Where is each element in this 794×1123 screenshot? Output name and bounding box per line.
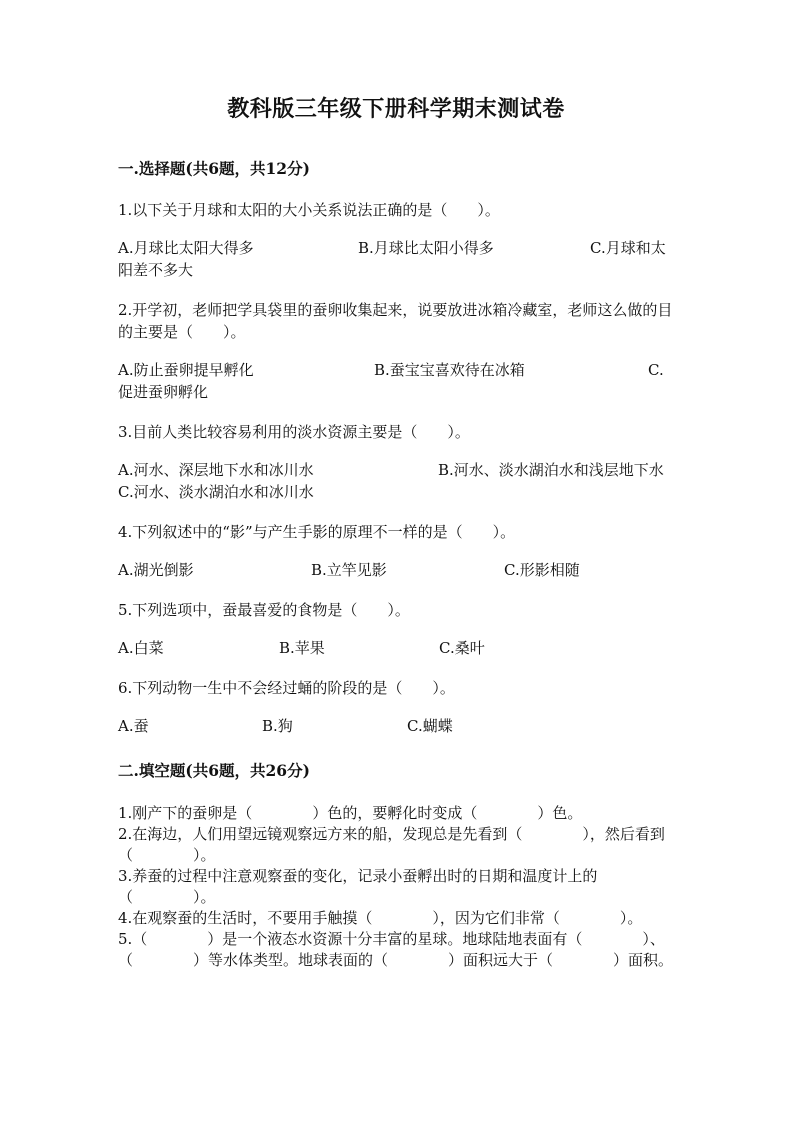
option-c: C.月球和太阳差不多大 (118, 239, 666, 279)
option-b: B.立竿见影 (311, 561, 387, 579)
option-a: A.湖光倒影 (118, 561, 194, 579)
option-a: A.防止蚕卵提早孵化 (118, 361, 254, 379)
option-c: C.促进蚕卵孵化 (118, 361, 664, 401)
fill-item-2: 2.在海边，人们用望远镜观察远方来的船，发现总是先看到（ ），然后看到（ ）。 (118, 825, 665, 864)
option-a: A.月球比太阳大得多 (118, 239, 254, 257)
fill-item-4: 4.在观察蚕的生活时，不要用手触摸（ ），因为它们非常（ ）。 (118, 909, 643, 927)
options-5 (118, 637, 674, 659)
page-title: 教科版三年级下册科学期末测试卷 (227, 96, 565, 122)
options-4 (118, 559, 674, 581)
option-a: A.白菜 (118, 639, 164, 657)
option-c: C.桑叶 (439, 639, 485, 657)
question-3: 3.目前人类比较容易利用的淡水资源主要是（ ）。 (118, 423, 470, 441)
fill-item-3: 3.养蚕的过程中注意观察蚕的变化，记录小蚕孵出时的日期和温度计上的（ ）。 (118, 867, 598, 906)
option-b: B.河水、淡水湖泊水和浅层地下水 (438, 461, 664, 479)
option-b: B.狗 (262, 717, 293, 735)
option-b: B.蚕宝宝喜欢待在冰箱 (374, 361, 525, 379)
question-1: 1.以下关于月球和太阳的大小关系说法正确的是（ ）。 (118, 201, 500, 219)
fill-item-1: 1.刚产下的蚕卵是（ ）色的，要孵化时变成（ ）色。 (118, 804, 583, 822)
options-2 (118, 359, 674, 403)
question-6: 6.下列动物一生中不会经过蛹的阶段的是（ ）。 (118, 679, 455, 697)
options-3 (118, 459, 674, 503)
option-b: B.月球比太阳小得多 (358, 239, 494, 257)
option-c: C.蝴蝶 (407, 717, 453, 735)
section-heading-fill: 二.填空题(共6题，共26分) (118, 761, 310, 780)
option-a: A.蚕 (118, 717, 149, 735)
question-2: 2.开学初，老师把学具袋里的蚕卵收集起来，说要放进冰箱冷藏室，老师这么做的目的主要是（ ）。 (118, 301, 673, 341)
option-c: C.河水、淡水湖泊水和冰川水 (118, 483, 314, 501)
option-a: A.河水、深层地下水和冰川水 (118, 461, 314, 479)
option-c: C.形影相随 (504, 561, 580, 579)
options-1 (118, 237, 674, 281)
options-6 (118, 715, 674, 737)
question-5: 5.下列选项中，蚕最喜爱的食物是（ ）。 (118, 601, 410, 619)
fill-item-5: 5.（ ）是一个液态水资源十分丰富的星球。地球陆地表面有（ ）、（ ）等水体类型。地球表面的（ ）面积远大于（ ）面积。 (118, 930, 674, 969)
section-heading-choice: 一.选择题(共6题，共12分) (118, 159, 310, 178)
option-b: B.苹果 (279, 639, 325, 657)
question-4: 4.下列叙述中的“影”与产生手影的原理不一样的是（ ）。 (118, 523, 516, 541)
